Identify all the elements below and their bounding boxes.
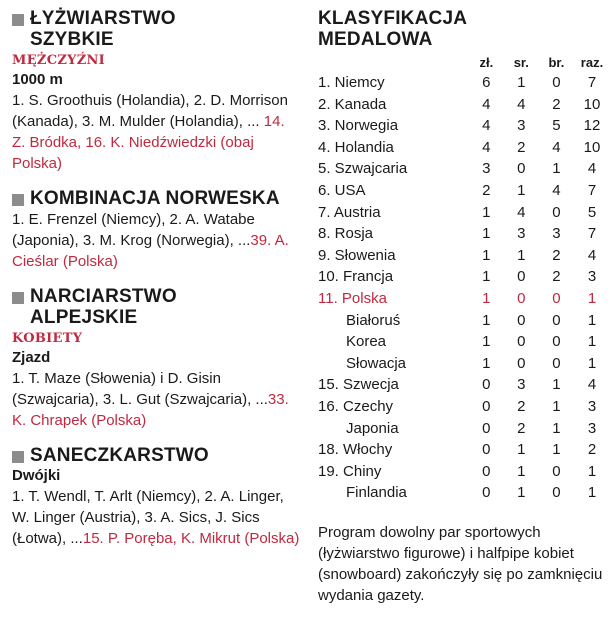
country-name: 7. Austria bbox=[318, 203, 381, 221]
medal-table bbox=[318, 54, 610, 504]
country-name: Korea bbox=[346, 333, 387, 351]
bronze-count: 4 bbox=[552, 138, 561, 156]
event-name: Dwójki bbox=[12, 467, 61, 484]
gold-count: 1 bbox=[482, 354, 491, 372]
bronze-count: 2 bbox=[552, 95, 561, 113]
table-row bbox=[318, 223, 610, 245]
section-title: ŁYŻWIARSTWO SZYBKIE bbox=[30, 8, 176, 50]
bronze-count: 2 bbox=[552, 246, 561, 264]
bronze-count: 0 bbox=[552, 354, 561, 372]
gold-count: 4 bbox=[482, 95, 491, 113]
table-row bbox=[318, 461, 610, 483]
total-count: 1 bbox=[587, 289, 597, 307]
country-name: 2. Kanada bbox=[318, 95, 387, 113]
total-count: 3 bbox=[587, 419, 597, 437]
total-count: 3 bbox=[587, 397, 597, 415]
section-square-icon bbox=[12, 194, 24, 206]
silver-count: 2 bbox=[517, 419, 526, 437]
section-speed-skating bbox=[12, 8, 302, 174]
polish-results: 33. K. Chrapek (Polska) bbox=[12, 391, 289, 429]
total-count: 1 bbox=[587, 462, 597, 480]
polish-results: 39. A. Cieślar (Polska) bbox=[12, 232, 289, 270]
section-alpine-skiing bbox=[12, 286, 302, 431]
total-count: 1 bbox=[587, 333, 597, 351]
country-name: 6. USA bbox=[318, 181, 366, 199]
table-row bbox=[318, 94, 610, 116]
total-count: 4 bbox=[587, 246, 597, 264]
gold-count: 3 bbox=[482, 160, 491, 178]
table-row bbox=[318, 310, 610, 332]
total-count: 1 bbox=[587, 311, 597, 329]
country-name: 9. Słowenia bbox=[318, 246, 396, 264]
table-row bbox=[318, 374, 610, 396]
country-name: Japonia bbox=[346, 419, 399, 437]
total-count: 7 bbox=[587, 74, 597, 91]
total-count: 5 bbox=[587, 203, 597, 221]
total-count: 10 bbox=[583, 138, 601, 156]
polish-results: 15. P. Poręba, K. Mikrut (Polska) bbox=[82, 530, 300, 547]
country-name: Finlandia bbox=[346, 484, 407, 502]
gold-count: 0 bbox=[482, 484, 491, 502]
section-title: KOMBINACJA NORWESKA bbox=[30, 188, 280, 209]
total-count: 10 bbox=[583, 95, 601, 113]
section-title: NARCIARSTWO ALPEJSKIE bbox=[30, 286, 177, 328]
total-count: 1 bbox=[587, 354, 597, 372]
country-name: 16. Czechy bbox=[318, 397, 394, 415]
country-name: 11. Polska bbox=[318, 289, 387, 307]
table-row bbox=[318, 115, 610, 137]
country-name: 3. Norwegia bbox=[318, 117, 399, 135]
silver-count: 0 bbox=[517, 354, 526, 372]
silver-count: 3 bbox=[517, 117, 526, 135]
silver-count: 0 bbox=[517, 333, 526, 351]
bronze-count: 0 bbox=[552, 311, 561, 329]
gold-count: 0 bbox=[482, 397, 491, 415]
medal-header-row bbox=[318, 54, 610, 72]
table-row bbox=[318, 158, 610, 180]
footnote: Program dowolny par sportowych (łyżwiarstwo figurowe) i halfpipe kobiet (snowboard) zakończyły się po zamknięciu wydania gazety. bbox=[318, 523, 603, 604]
gold-count: 0 bbox=[482, 462, 491, 480]
bronze-count: 1 bbox=[552, 419, 561, 437]
silver-count: 0 bbox=[517, 160, 526, 178]
silver-count: 0 bbox=[517, 289, 526, 307]
silver-count: 4 bbox=[517, 203, 526, 221]
medal-table-body bbox=[318, 72, 610, 504]
bronze-count: 2 bbox=[552, 268, 561, 286]
bronze-count: 5 bbox=[552, 117, 561, 135]
bronze-count: 0 bbox=[552, 484, 561, 502]
country-name: 15. Szwecja bbox=[318, 376, 399, 394]
bronze-count: 0 bbox=[552, 203, 561, 221]
silver-count: 0 bbox=[517, 268, 526, 286]
table-row bbox=[318, 180, 610, 202]
silver-count: 0 bbox=[517, 311, 526, 329]
total-count: 3 bbox=[587, 268, 597, 286]
table-row bbox=[318, 482, 610, 504]
gold-count: 0 bbox=[482, 376, 491, 394]
table-row bbox=[318, 137, 610, 159]
table-row bbox=[318, 396, 610, 418]
silver-count: 1 bbox=[517, 74, 526, 91]
results-text: 1. S. Groothuis (Holandia), 2. D. Morrison (Kanada), 3. M. Mulder (Holandia), ... 14. Z. Bródka, 16. K. Niedźwiedzki (obaj Polska) bbox=[12, 92, 288, 172]
bronze-count: 4 bbox=[552, 181, 561, 199]
event-name: 1000 m bbox=[12, 71, 63, 88]
gold-count: 1 bbox=[482, 203, 491, 221]
bronze-count: 1 bbox=[552, 397, 561, 415]
gold-count: 4 bbox=[482, 117, 491, 135]
country-name: 5. Szwajcaria bbox=[318, 160, 408, 178]
total-count: 1 bbox=[587, 484, 597, 502]
table-row bbox=[318, 331, 610, 353]
gold-count: 1 bbox=[482, 225, 491, 243]
country-name: 18. Włochy bbox=[318, 441, 393, 459]
total-count: 7 bbox=[587, 181, 597, 199]
gold-count: 1 bbox=[482, 268, 491, 286]
bronze-count: 1 bbox=[552, 441, 561, 459]
bronze-count: 0 bbox=[552, 333, 561, 351]
header-silver: sr. bbox=[513, 55, 529, 70]
gold-count: 0 bbox=[482, 419, 491, 437]
country-name: Białoruś bbox=[346, 311, 401, 329]
gold-count: 1 bbox=[482, 333, 491, 351]
total-count: 4 bbox=[587, 160, 597, 178]
silver-count: 1 bbox=[517, 246, 526, 264]
country-name: 19. Chiny bbox=[318, 462, 382, 480]
silver-count: 4 bbox=[517, 95, 526, 113]
total-count: 4 bbox=[587, 376, 597, 394]
bronze-count: 0 bbox=[552, 289, 561, 307]
silver-count: 3 bbox=[517, 225, 526, 243]
table-row bbox=[318, 245, 610, 267]
silver-count: 2 bbox=[517, 138, 526, 156]
results-text: 1. E. Frenzel (Niemcy), 2. A. Watabe (Japonia), 3. M. Krog (Norwegia), ...39. A. Cieślar (Polska) bbox=[12, 211, 289, 270]
section-square-icon bbox=[12, 292, 24, 304]
section-title: SANECZKARSTWO bbox=[30, 445, 209, 466]
medal-table-title: KLASYFIKACJA MEDALOWA bbox=[318, 8, 467, 50]
header-bronze: br. bbox=[548, 55, 565, 70]
gold-count: 6 bbox=[482, 74, 491, 91]
header-gold: zł. bbox=[479, 55, 494, 70]
country-name: 10. Francja bbox=[318, 268, 394, 286]
silver-count: 1 bbox=[517, 484, 526, 502]
gold-count: 2 bbox=[482, 181, 491, 199]
country-name: 8. Rosja bbox=[318, 225, 374, 243]
table-row bbox=[318, 288, 610, 310]
event-name: Zjazd bbox=[12, 349, 51, 366]
bronze-count: 0 bbox=[552, 462, 561, 480]
table-row bbox=[318, 439, 610, 461]
silver-count: 1 bbox=[517, 441, 526, 459]
results-text: 1. T. Wendl, T. Arlt (Niemcy), 2. A. Linger, W. Linger (Austria), 3. A. Sics, J. Sics (Łotwa), ...15. P. Poręba, K. Mikrut (Polska) bbox=[12, 488, 300, 547]
table-row bbox=[318, 418, 610, 440]
gold-count: 1 bbox=[482, 311, 491, 329]
table-row bbox=[318, 72, 610, 94]
polish-results: 14. Z. Bródka, 16. K. Niedźwiedzki (obaj Polska) bbox=[12, 113, 285, 172]
silver-count: 3 bbox=[517, 376, 526, 394]
results-column bbox=[12, 8, 302, 563]
silver-count: 1 bbox=[517, 181, 526, 199]
total-count: 7 bbox=[587, 225, 597, 243]
country-name: Słowacja bbox=[346, 354, 407, 372]
table-row bbox=[318, 202, 610, 224]
country-name: 4. Holandia bbox=[318, 138, 394, 156]
section-nordic-combined bbox=[12, 188, 302, 272]
section-square-icon bbox=[12, 14, 24, 26]
gold-count: 1 bbox=[482, 246, 491, 264]
category-label: KOBIETY bbox=[12, 331, 83, 346]
silver-count: 2 bbox=[517, 397, 526, 415]
category-label: MĘŻCZYŹNI bbox=[12, 53, 106, 68]
silver-count: 1 bbox=[517, 462, 526, 480]
gold-count: 1 bbox=[482, 289, 491, 307]
table-row bbox=[318, 353, 610, 375]
section-luge bbox=[12, 445, 302, 549]
total-count: 2 bbox=[587, 441, 597, 459]
bronze-count: 1 bbox=[552, 376, 561, 394]
bronze-count: 1 bbox=[552, 160, 561, 178]
total-count: 12 bbox=[583, 117, 601, 135]
table-row bbox=[318, 266, 610, 288]
medal-column bbox=[318, 8, 610, 606]
country-name: 1. Niemcy bbox=[318, 74, 385, 91]
bronze-count: 0 bbox=[552, 74, 561, 91]
bronze-count: 3 bbox=[552, 225, 561, 243]
gold-count: 4 bbox=[482, 138, 491, 156]
gold-count: 0 bbox=[482, 441, 491, 459]
header-total: raz. bbox=[580, 55, 604, 70]
section-square-icon bbox=[12, 451, 24, 463]
results-text: 1. T. Maze (Słowenia) i D. Gisin (Szwajcaria), 3. L. Gut (Szwajcaria), ...33. K. Chrapek (Polska) bbox=[12, 370, 289, 429]
